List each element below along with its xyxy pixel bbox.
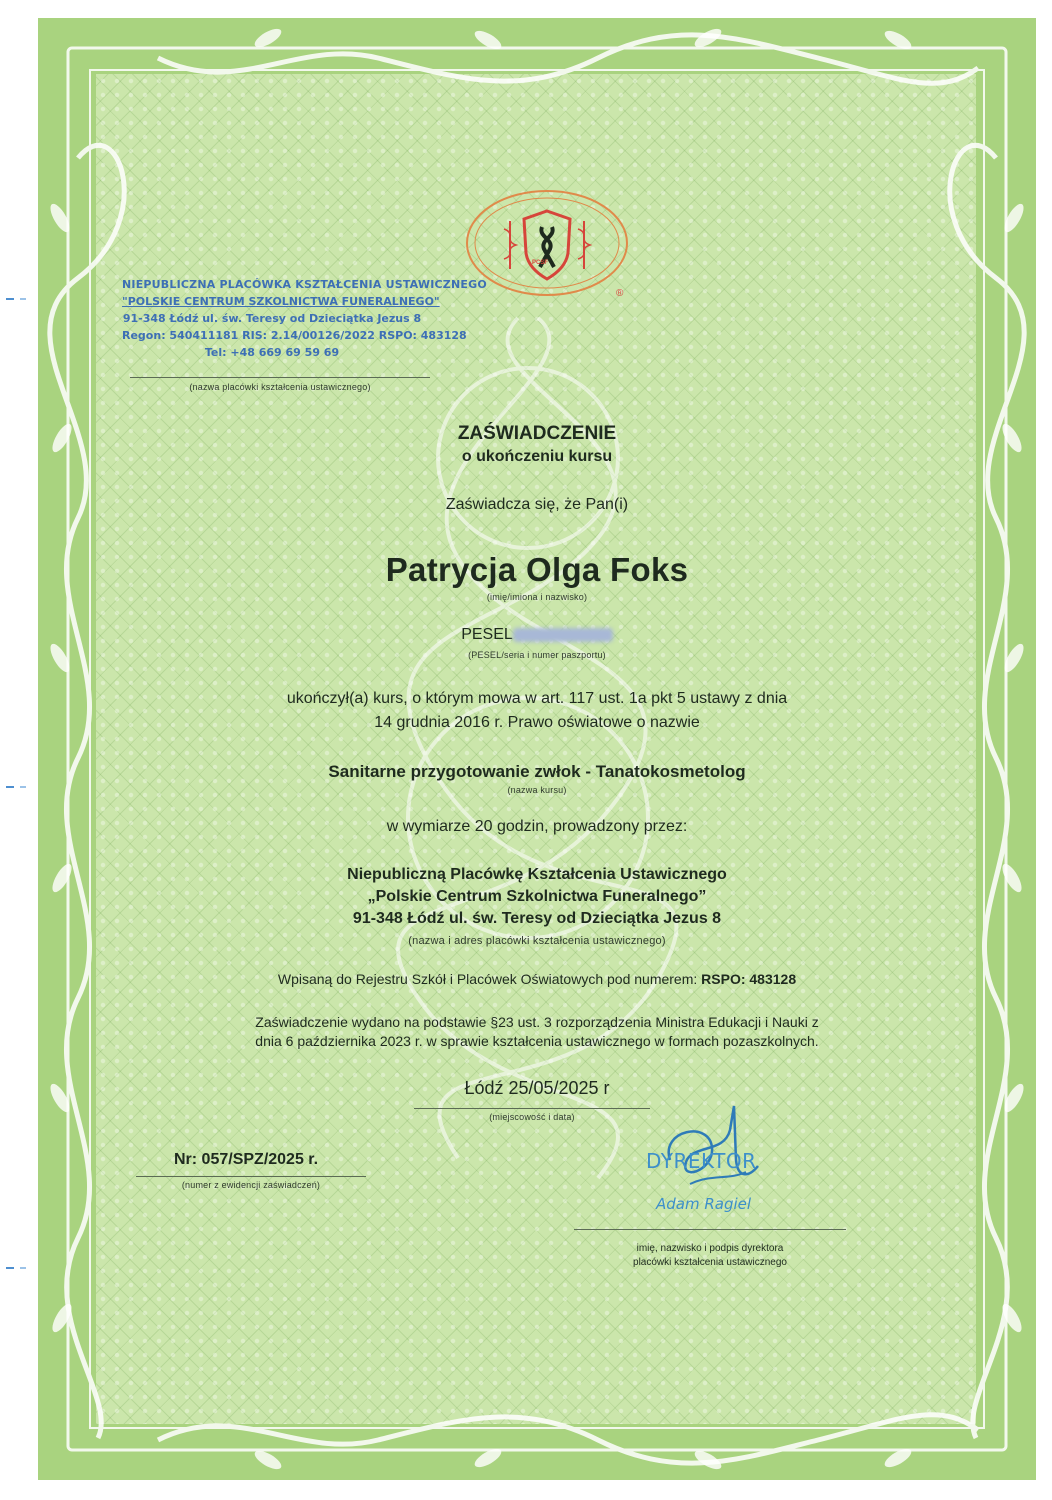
signature-caption xyxy=(574,1242,846,1270)
stamp-line: Tel: +48 669 69 59 69 xyxy=(204,346,340,359)
stamp-line: NIEPUBLICZNA PLACÓWKA KSZTAŁCENIA USTAWICZNEGO xyxy=(122,278,487,291)
signature-role: DYREKTOR xyxy=(646,1149,757,1173)
pesel-redacted xyxy=(513,628,613,642)
stamp-line: Regon: 540411181 RIS: 2.14/00126/2022 RSPO: 483128 xyxy=(122,329,467,342)
signature-caption-line: placówki kształcenia ustawicznego xyxy=(633,1257,787,1268)
certificate-number: Nr: 057/SPZ/2025 r. xyxy=(174,1151,319,1168)
document-subtitle: o ukończeniu kursu xyxy=(461,448,613,465)
registered-mark: ® xyxy=(616,288,624,299)
organizer-line: Niepubliczną Placówkę Kształcenia Ustawicznego xyxy=(347,866,727,883)
signature-rule xyxy=(574,1229,846,1230)
signature-caption-line: imię, nazwisko i podpis dyrektora xyxy=(636,1243,784,1254)
document-title: ZAŚWIADCZENIE xyxy=(457,423,617,444)
organizer-caption: (nazwa i adres placówki kształcenia ustawicznego) xyxy=(408,935,666,947)
pesel-label: PESEL xyxy=(461,626,513,643)
place-date-caption: (miejscowość i data) xyxy=(489,1112,575,1122)
logo-name: PCSF xyxy=(532,260,549,266)
stamp-line: "POLSKIE CENTRUM SZKOLNICTWA FUNERALNEGO" xyxy=(122,295,440,308)
pesel-caption: (PESEL/seria i numer paszportu) xyxy=(468,650,606,660)
completion-line: 14 grudnia 2016 r. Prawo oświatowe o nazwie xyxy=(374,714,700,731)
registry-number: RSPO: 483128 xyxy=(701,971,797,987)
organizer-block xyxy=(38,864,1036,930)
scan-mark xyxy=(6,785,28,789)
stamp-line: 91-348 Łódź ul. św. Teresy od Dzieciątka Jezus 8 xyxy=(122,312,422,325)
legal-basis-line: Zaświadczenie wydano na podstawie §23 ust. 3 rozporządzenia Ministra Edukacji i Nauki z xyxy=(255,1014,819,1030)
certificate xyxy=(38,18,1036,1480)
place-date-rule xyxy=(414,1108,650,1109)
course-name: Sanitarne przygotowanie zwłok - Tanatokosmetolog xyxy=(328,762,746,781)
certifies-text: Zaświadcza się, że Pan(i) xyxy=(445,496,629,513)
certificate-number-caption: (numer z ewidencji zaświadczeń) xyxy=(181,1180,321,1190)
organizer-line: 91-348 Łódź ul. św. Teresy od Dzieciątka Jezus 8 xyxy=(352,910,722,927)
institution-stamp xyxy=(122,276,487,361)
scan-mark xyxy=(6,297,28,301)
name-caption: (imię/imiona i nazwisko) xyxy=(486,592,588,602)
registry-text: Wpisaną do Rejestru Szkół i Placówek Oświatowych pod numerem: xyxy=(277,971,698,987)
recipient-name: Patrycja Olga Foks xyxy=(385,551,689,588)
registry-row xyxy=(38,971,1036,987)
institution-caption: (nazwa placówki kształcenia ustawicznego) xyxy=(189,382,371,392)
duration-text: w wymiarze 20 godzin, prowadzony przez: xyxy=(386,818,688,835)
scan-mark xyxy=(6,1266,28,1270)
certificate-number-rule xyxy=(136,1176,366,1177)
institution-rule xyxy=(130,377,430,378)
course-caption: (nazwa kursu) xyxy=(507,785,567,795)
completion-line: ukończył(a) kurs, o którym mowa w art. 117 ust. 1a pkt 5 ustawy z dnia xyxy=(286,690,788,707)
signature-name: Adam Ragiel xyxy=(656,1195,752,1213)
place-date: Łódź 25/05/2025 r xyxy=(464,1078,610,1098)
organizer-line: „Polskie Centrum Szkolnictwa Funeralnego” xyxy=(367,888,707,905)
legal-basis-line: dnia 6 października 2023 r. w sprawie kształcenia ustawicznego w formach pozaszkolnych. xyxy=(255,1033,819,1049)
pesel-row xyxy=(38,626,1036,644)
